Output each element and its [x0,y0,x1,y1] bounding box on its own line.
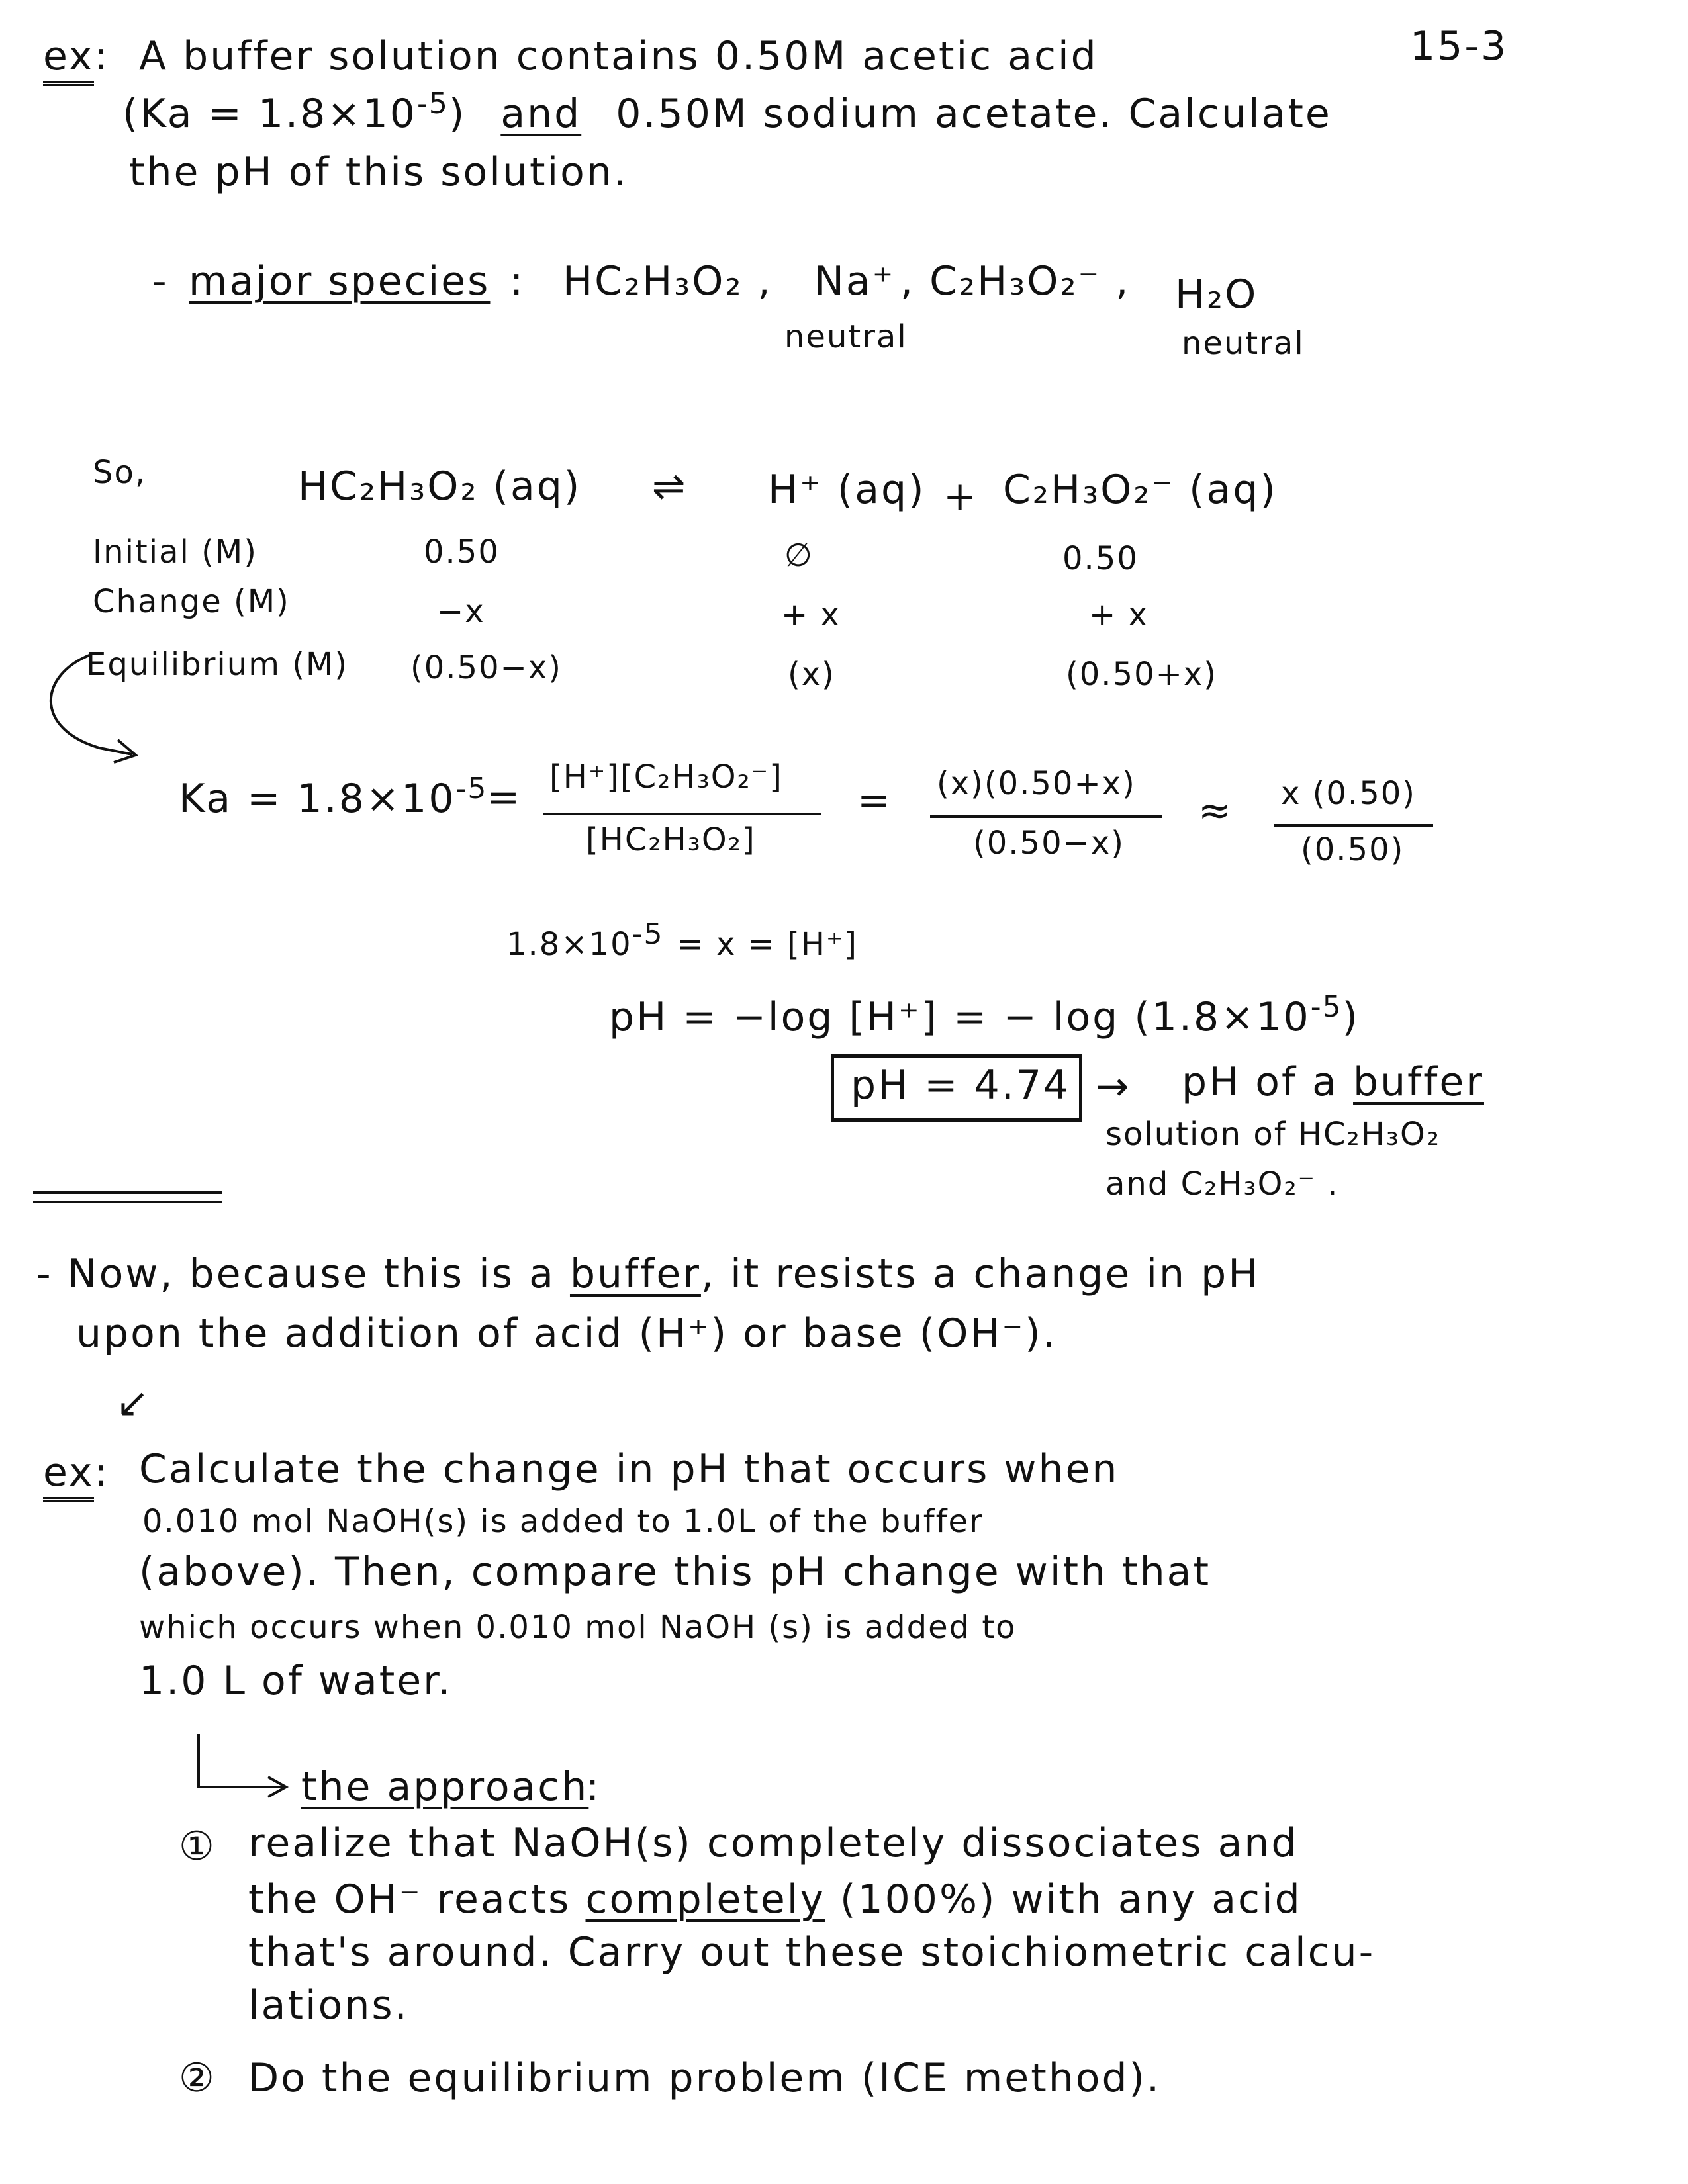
ice-cell: 0.50 [424,533,500,570]
example1-line1: A buffer solution contains 0.50M acetic acid [139,33,1098,79]
statement-line1: - Now, because this is a buffer, it resists a change in pH [36,1251,1260,1297]
ph-result-arrow: → [1096,1064,1131,1110]
ice-cell: (x) [788,656,835,693]
step2-number: ② [179,2055,216,2101]
ph-note-line3: and C₂H₃O₂⁻ . [1105,1165,1339,1203]
ice-row-label: Initial (M) [93,533,258,570]
ka-fraction1-numerator: [H⁺][C₂H₃O₂⁻] [549,758,783,796]
species-sodium: Na⁺ [814,258,896,304]
ice-so: So, [93,454,147,491]
ice-cell: + x [1089,596,1149,633]
ka-fraction2-numerator: (x)(0.50+x) [937,765,1136,802]
species-dash: - [152,258,169,304]
species-label: major species [189,258,491,304]
example2-line5: 1.0 L of water. [139,1658,453,1704]
species-water: H₂O [1175,271,1258,318]
ka-fraction3-numerator: x (0.50) [1281,775,1416,812]
species-water-note: neutral [1182,325,1305,362]
example1-label: ex: [43,36,110,76]
example2-line3: (above). Then, compare this pH change with that [139,1549,1211,1595]
step1-line2: the OH⁻ reacts completely (100%) with any acid [248,1876,1302,1923]
ka-equals-2: = [857,778,893,824]
ice-plus: + [943,473,979,520]
step1-line3: that's around. Carry out these stoichiometric calcu- [248,1929,1376,1976]
ph-calculation: pH = −log [H⁺] = − $\log (1.8\times 10^{-5})$ [609,990,1360,1040]
example2-label: ex: [43,1453,110,1492]
ice-cell: + x [781,596,841,633]
ph-note-line2: solution of HC₂H₃O₂ [1105,1116,1441,1153]
ice-reactant: HC₂H₃O₂ (aq) [298,463,582,510]
example2-line4: which occurs when 0.010 mol NaOH (s) is added to [139,1609,1017,1646]
example2-line1: Calculate the change in pH that occurs when [139,1446,1119,1492]
species-acid: HC₂H₃O₂ , [563,258,773,304]
ice-product2: C₂H₃O₂⁻ (aq) [1003,467,1278,513]
species-sodium-note: neutral [784,318,908,355]
page-number: 15-3 [1410,23,1509,69]
species-acetate: , C₂H₃O₂⁻ , [900,258,1131,304]
ice-cell: 0.50 [1062,540,1139,577]
step1-number: ① [179,1823,216,1870]
ph-note-line1: pH of a buffer [1182,1059,1484,1105]
ka-approx: ≈ [1198,788,1234,834]
ka-fraction2-denominator: (0.50−x) [973,825,1125,862]
step1-line4: lations. [248,1982,409,2028]
ice-cell: (0.50−x) [410,649,562,686]
step2-text: Do the equilibrium problem (ICE method). [248,2055,1162,2101]
example2-line2: 0.010 mol NaOH(s) is added to 1.0L of the buffer [142,1503,984,1540]
example1-line3: the pH of this solution. [129,149,628,195]
example1-line2: $(Ka = 1.8\times 10^{-5})$ and 0.50M sodium acetate. Calculate [122,87,1332,137]
approach-label: the approach [301,1764,589,1810]
step1-line1: realize that NaOH(s) completely dissociates and [248,1820,1299,1866]
statement-arrow: ↙ [116,1380,152,1426]
statement-line2: upon the addition of acid (H⁺) or base (OH⁻). [76,1310,1057,1357]
ice-arrow: ⇌ [652,463,688,510]
ice-row-label: Change (M) [93,583,290,620]
ka-lhs: $Ka = 1.8\times 10^{-5}$ [179,772,488,822]
x-result: $1.8\times 10^{-5} = x = [H^+]$ [506,917,859,963]
ice-cell: −x [437,593,485,630]
ice-cell: ∅ [784,537,814,574]
ka-fraction3-denominator: (0.50) [1301,831,1405,868]
species-colon: : [510,258,526,304]
ice-row-label: Equilibrium (M) [86,646,349,683]
ice-product1: H⁺ (aq) [768,467,926,513]
ka-fraction1-denominator: [HC₂H₃O₂] [586,821,756,858]
ka-equals-1: = [487,774,522,821]
ice-cell: (0.50+x) [1066,656,1217,693]
approach-colon: : [586,1764,602,1810]
ph-result: pH = 4.74 [851,1062,1071,1109]
